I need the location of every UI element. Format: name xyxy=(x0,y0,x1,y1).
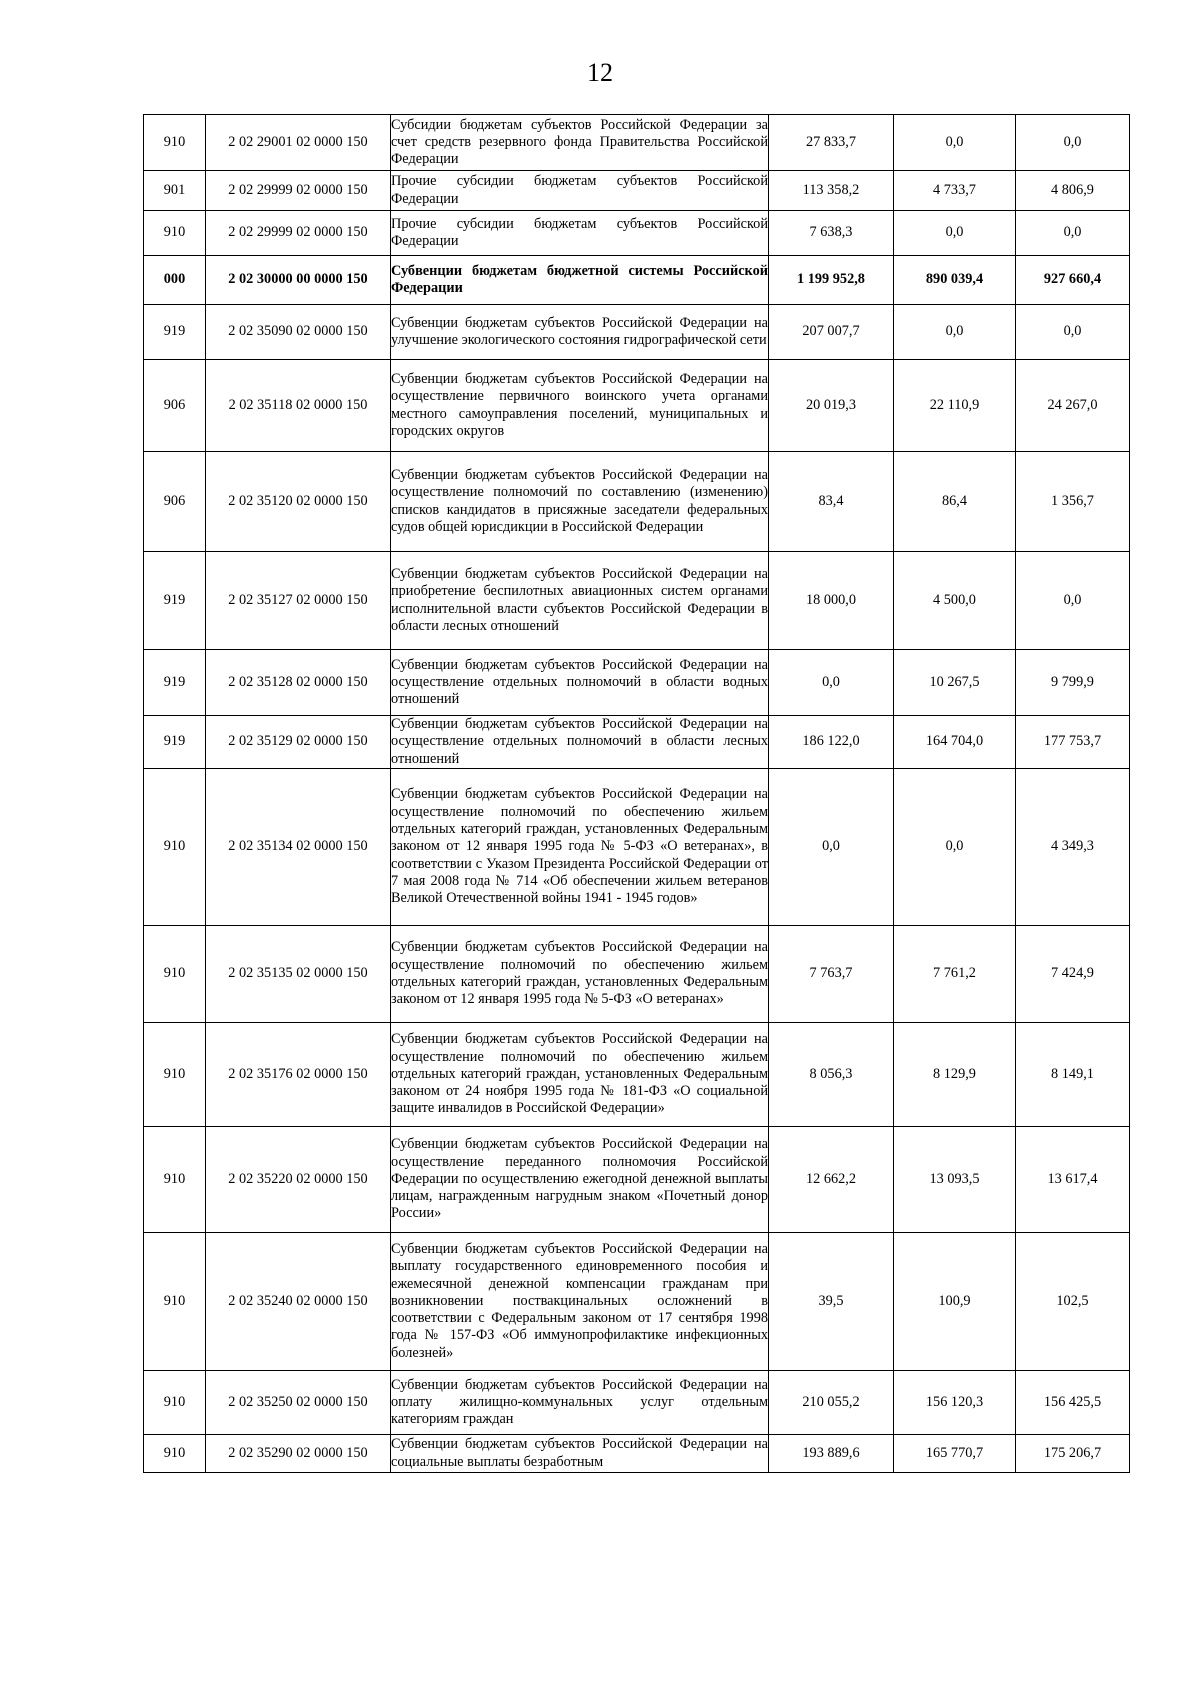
budget-code-cell: 2 02 35135 02 0000 150 xyxy=(206,926,391,1023)
table-row xyxy=(144,1233,1130,1371)
amount-year2-cell: 164 704,0 xyxy=(894,716,1016,769)
income-name-cell: Субвенции бюджетам субъектов Российской Федерации на осуществление полномочий по составлению (изменению) списков кандидатов в присяжные заседатели федеральных судов общей юрисдикции в Российской Федерации xyxy=(391,452,769,552)
amount-year1-cell: 12 662,2 xyxy=(769,1127,894,1233)
income-name-cell: Субсидии бюджетам субъектов Российской Федерации за счет средств резервного фонда Правительства Российской Федерации xyxy=(391,115,769,171)
amount-year3-cell: 0,0 xyxy=(1016,115,1130,171)
amount-year2-cell: 0,0 xyxy=(894,115,1016,171)
table-row xyxy=(144,1127,1130,1233)
budget-table-body xyxy=(144,115,1130,1473)
admin-code-cell: 910 xyxy=(144,1233,206,1371)
amount-year1-cell: 210 055,2 xyxy=(769,1371,894,1435)
budget-code-cell: 2 02 35134 02 0000 150 xyxy=(206,769,391,926)
admin-code-cell: 910 xyxy=(144,926,206,1023)
amount-year2-cell: 4 500,0 xyxy=(894,552,1016,650)
budget-code-cell: 2 02 35127 02 0000 150 xyxy=(206,552,391,650)
amount-year3-cell: 13 617,4 xyxy=(1016,1127,1130,1233)
amount-year1-cell: 207 007,7 xyxy=(769,305,894,360)
amount-year2-cell: 86,4 xyxy=(894,452,1016,552)
table-row xyxy=(144,650,1130,716)
income-name-cell: Субвенции бюджетам субъектов Российской Федерации на осуществление отдельных полномочий в области водных отношений xyxy=(391,650,769,716)
budget-table xyxy=(143,114,1130,1473)
amount-year3-cell: 8 149,1 xyxy=(1016,1023,1130,1127)
budget-code-cell: 2 02 30000 00 0000 150 xyxy=(206,256,391,305)
budget-code-cell: 2 02 35128 02 0000 150 xyxy=(206,650,391,716)
amount-year2-cell: 890 039,4 xyxy=(894,256,1016,305)
table-row xyxy=(144,716,1130,769)
amount-year3-cell: 7 424,9 xyxy=(1016,926,1130,1023)
amount-year3-cell: 175 206,7 xyxy=(1016,1435,1130,1473)
budget-code-cell: 2 02 35129 02 0000 150 xyxy=(206,716,391,769)
income-name-cell: Субвенции бюджетам субъектов Российской Федерации на осуществление первичного воинского учета органами местного самоуправления поселений, муниципальных и городских округов xyxy=(391,360,769,452)
income-name-cell: Субвенции бюджетам субъектов Российской Федерации на социальные выплаты безработным xyxy=(391,1435,769,1473)
amount-year2-cell: 10 267,5 xyxy=(894,650,1016,716)
amount-year3-cell: 4 806,9 xyxy=(1016,171,1130,211)
income-name-cell: Субвенции бюджетам субъектов Российской Федерации на осуществление полномочий по обеспечению жильем отдельных категорий граждан, установленных Федеральным законом от 12 января 1995 года № 5-ФЗ «О ветеранах», в соответствии с Указом Президента Российской Федерации от 7 мая 2008 года № 714 «Об обеспечении жильем ветеранов Великой Отечественной войны 1941 - 1945 годов» xyxy=(391,769,769,926)
admin-code-cell: 919 xyxy=(144,650,206,716)
income-name-cell: Субвенции бюджетам субъектов Российской Федерации на осуществление полномочий по обеспечению жильем отдельных категорий граждан, установленных Федеральным законом от 24 ноября 1995 года № 181-ФЗ «О социальной защите инвалидов в Российской Федерации» xyxy=(391,1023,769,1127)
amount-year2-cell: 0,0 xyxy=(894,769,1016,926)
admin-code-cell: 910 xyxy=(144,1435,206,1473)
amount-year3-cell: 0,0 xyxy=(1016,552,1130,650)
table-row xyxy=(144,211,1130,256)
admin-code-cell: 910 xyxy=(144,1023,206,1127)
income-name-cell: Субвенции бюджетам субъектов Российской Федерации на осуществление полномочий по обеспечению жильем отдельных категорий граждан, установленных Федеральным законом от 12 января 1995 года № 5-ФЗ «О ветеранах» xyxy=(391,926,769,1023)
amount-year1-cell: 20 019,3 xyxy=(769,360,894,452)
amount-year2-cell: 7 761,2 xyxy=(894,926,1016,1023)
amount-year3-cell: 4 349,3 xyxy=(1016,769,1130,926)
amount-year3-cell: 0,0 xyxy=(1016,211,1130,256)
table-row xyxy=(144,1435,1130,1473)
amount-year1-cell: 8 056,3 xyxy=(769,1023,894,1127)
budget-code-cell: 2 02 29999 02 0000 150 xyxy=(206,171,391,211)
table-row xyxy=(144,1023,1130,1127)
amount-year1-cell: 83,4 xyxy=(769,452,894,552)
admin-code-cell: 910 xyxy=(144,211,206,256)
amount-year1-cell: 7 763,7 xyxy=(769,926,894,1023)
budget-code-cell: 2 02 35220 02 0000 150 xyxy=(206,1127,391,1233)
amount-year1-cell: 0,0 xyxy=(769,650,894,716)
amount-year1-cell: 186 122,0 xyxy=(769,716,894,769)
admin-code-cell: 919 xyxy=(144,305,206,360)
table-row xyxy=(144,769,1130,926)
budget-code-cell: 2 02 35118 02 0000 150 xyxy=(206,360,391,452)
amount-year2-cell: 22 110,9 xyxy=(894,360,1016,452)
amount-year3-cell: 0,0 xyxy=(1016,305,1130,360)
admin-code-cell: 919 xyxy=(144,716,206,769)
budget-code-cell: 2 02 35240 02 0000 150 xyxy=(206,1233,391,1371)
amount-year2-cell: 100,9 xyxy=(894,1233,1016,1371)
admin-code-cell: 910 xyxy=(144,1127,206,1233)
amount-year3-cell: 177 753,7 xyxy=(1016,716,1130,769)
table-row xyxy=(144,1371,1130,1435)
income-name-cell: Субвенции бюджетам субъектов Российской Федерации на улучшение экологического состояния гидрографической сети xyxy=(391,305,769,360)
income-name-cell: Прочие субсидии бюджетам субъектов Российской Федерации xyxy=(391,211,769,256)
budget-code-cell: 2 02 35120 02 0000 150 xyxy=(206,452,391,552)
page-number: 12 xyxy=(587,58,613,87)
budget-code-cell: 2 02 35090 02 0000 150 xyxy=(206,305,391,360)
amount-year2-cell: 0,0 xyxy=(894,211,1016,256)
table-row xyxy=(144,452,1130,552)
amount-year1-cell: 113 358,2 xyxy=(769,171,894,211)
amount-year2-cell: 13 093,5 xyxy=(894,1127,1016,1233)
table-row xyxy=(144,256,1130,305)
amount-year2-cell: 0,0 xyxy=(894,305,1016,360)
amount-year1-cell: 1 199 952,8 xyxy=(769,256,894,305)
admin-code-cell: 901 xyxy=(144,171,206,211)
income-name-cell: Субвенции бюджетам субъектов Российской Федерации на приобретение беспилотных авиационных систем органами исполнительной власти субъектов Российской Федерации в области лесных отношений xyxy=(391,552,769,650)
admin-code-cell: 000 xyxy=(144,256,206,305)
table-row xyxy=(144,115,1130,171)
income-name-cell: Прочие субсидии бюджетам субъектов Российской Федерации xyxy=(391,171,769,211)
table-row xyxy=(144,926,1130,1023)
budget-code-cell: 2 02 29999 02 0000 150 xyxy=(206,211,391,256)
amount-year1-cell: 193 889,6 xyxy=(769,1435,894,1473)
table-row xyxy=(144,552,1130,650)
amount-year1-cell: 39,5 xyxy=(769,1233,894,1371)
amount-year1-cell: 7 638,3 xyxy=(769,211,894,256)
budget-code-cell: 2 02 29001 02 0000 150 xyxy=(206,115,391,171)
admin-code-cell: 906 xyxy=(144,360,206,452)
amount-year3-cell: 1 356,7 xyxy=(1016,452,1130,552)
budget-code-cell: 2 02 35290 02 0000 150 xyxy=(206,1435,391,1473)
amount-year3-cell: 156 425,5 xyxy=(1016,1371,1130,1435)
amount-year2-cell: 156 120,3 xyxy=(894,1371,1016,1435)
table-row xyxy=(144,360,1130,452)
amount-year1-cell: 0,0 xyxy=(769,769,894,926)
income-name-cell: Субвенции бюджетам субъектов Российской Федерации на выплату государственного единовременного пособия и ежемесячной денежной компенсации гражданам при возникновении поствакцинальных осложнений в соответствии с Федеральным законом от 17 сентября 1998 года № 157-ФЗ «Об иммунопрофилактике инфекционных болезней» xyxy=(391,1233,769,1371)
amount-year2-cell: 4 733,7 xyxy=(894,171,1016,211)
admin-code-cell: 910 xyxy=(144,115,206,171)
amount-year2-cell: 165 770,7 xyxy=(894,1435,1016,1473)
amount-year3-cell: 24 267,0 xyxy=(1016,360,1130,452)
amount-year3-cell: 9 799,9 xyxy=(1016,650,1130,716)
budget-code-cell: 2 02 35176 02 0000 150 xyxy=(206,1023,391,1127)
admin-code-cell: 910 xyxy=(144,769,206,926)
income-name-cell: Субвенции бюджетам бюджетной системы Российской Федерации xyxy=(391,256,769,305)
amount-year3-cell: 102,5 xyxy=(1016,1233,1130,1371)
income-name-cell: Субвенции бюджетам субъектов Российской Федерации на оплату жилищно-коммунальных услуг отдельным категориям граждан xyxy=(391,1371,769,1435)
budget-code-cell: 2 02 35250 02 0000 150 xyxy=(206,1371,391,1435)
amount-year1-cell: 27 833,7 xyxy=(769,115,894,171)
admin-code-cell: 919 xyxy=(144,552,206,650)
income-name-cell: Субвенции бюджетам субъектов Российской Федерации на осуществление отдельных полномочий в области лесных отношений xyxy=(391,716,768,767)
admin-code-cell: 910 xyxy=(144,1371,206,1435)
amount-year2-cell: 8 129,9 xyxy=(894,1023,1016,1127)
amount-year1-cell: 18 000,0 xyxy=(769,552,894,650)
income-name-cell: Субвенции бюджетам субъектов Российской Федерации на осуществление переданного полномочия Российской Федерации по осуществлению ежегодной денежной выплаты лицам, награжденным нагрудным знаком «Почетный донор России» xyxy=(391,1127,769,1233)
admin-code-cell: 906 xyxy=(144,452,206,552)
amount-year3-cell: 927 660,4 xyxy=(1016,256,1130,305)
table-row xyxy=(144,305,1130,360)
table-row xyxy=(144,171,1130,211)
